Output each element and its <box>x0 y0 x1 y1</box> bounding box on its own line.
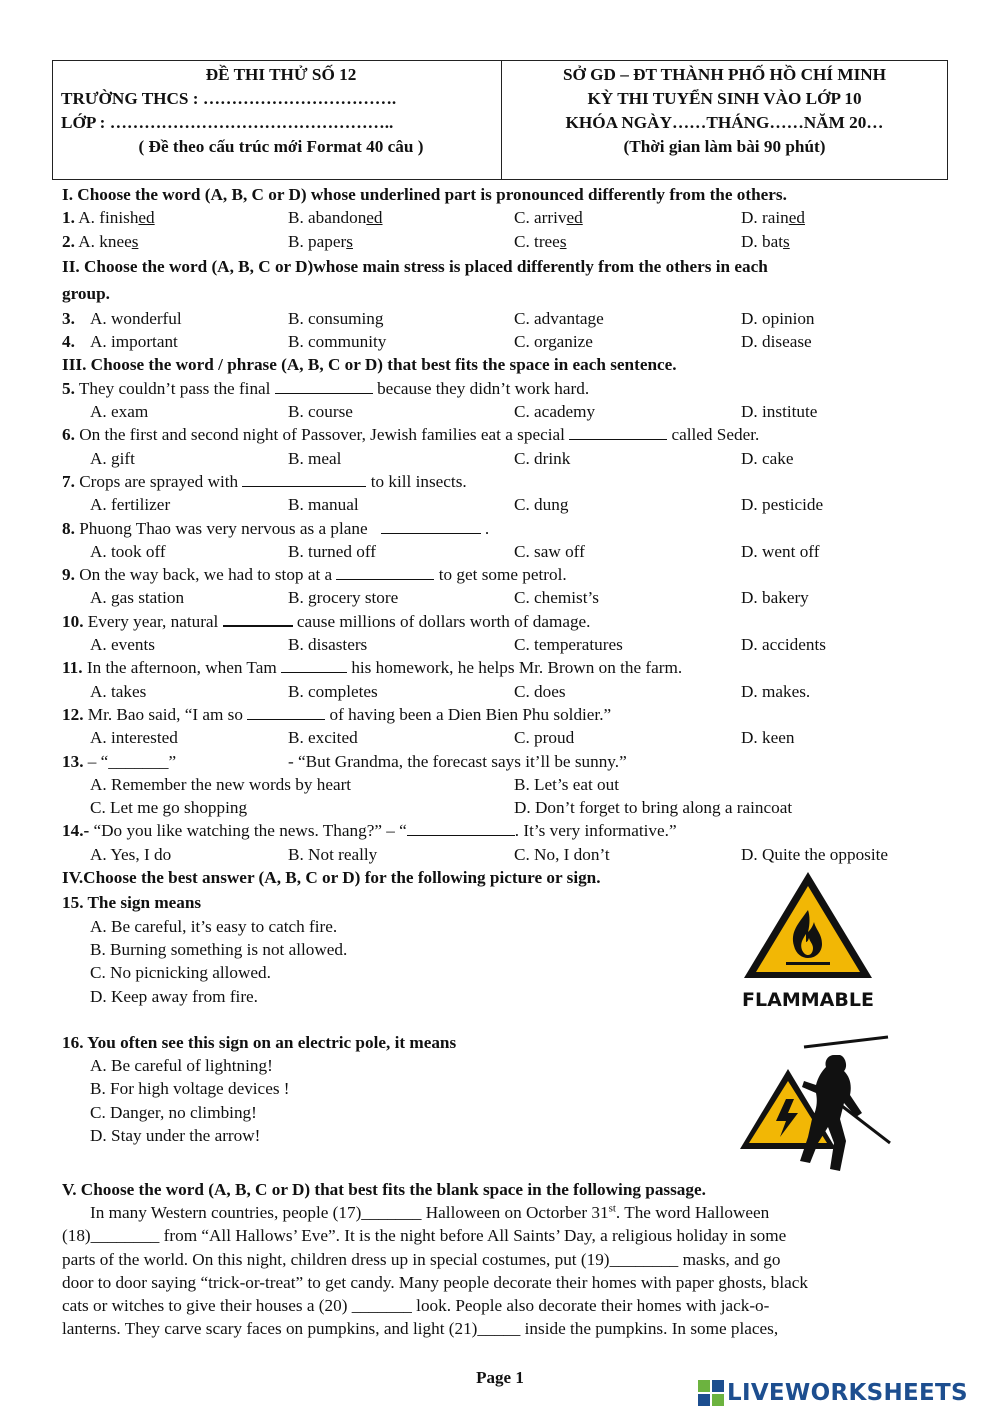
option-b[interactable]: B. grocery store <box>288 588 399 608</box>
option-b[interactable]: B. community <box>288 332 387 352</box>
passage-line-3: parts of the world. On this night, children dress up in special costumes, put (19)________ masks, and go <box>62 1249 781 1269</box>
option-d[interactable]: D. institute <box>741 402 818 422</box>
option-c[interactable]: C. organize <box>514 332 593 352</box>
answer-blank[interactable] <box>281 657 347 673</box>
section-2-heading: II. Choose the word (A, B, C or D)whose main stress is placed differently from the others in each <box>62 256 768 276</box>
question-10-stem: 10. Every year, natural cause millions of dollars worth of damage. <box>62 611 591 631</box>
option-a[interactable]: A. Be careful, it’s easy to catch fire. <box>90 916 338 936</box>
question-6-stem: 6. On the first and second night of Passover, Jewish families eat a special called Seder. <box>62 425 760 445</box>
answer-blank[interactable] <box>336 564 434 580</box>
option-d[interactable]: D. Don’t forget to bring along a raincoat <box>514 798 793 818</box>
passage-line-4: door to door saying “trick-or-treat” to get candy. Many people decorate their homes with paper ghosts, black <box>62 1272 808 1292</box>
section-5-heading: V. Choose the word (A, B, C or D) that best fits the blank space in the following passage. <box>62 1180 706 1199</box>
option-b[interactable]: B. Let’s eat out <box>514 774 620 794</box>
option-d[interactable]: D. bats <box>741 231 790 251</box>
question-5-options <box>62 400 942 423</box>
question-11-options <box>62 680 942 703</box>
question-1 <box>62 206 942 229</box>
section-4-heading: IV.Choose the best answer (A, B, C or D) for the following picture or sign. <box>62 868 601 888</box>
exam-date: KHÓA NGÀY……THÁNG……NĂM 20… <box>565 113 884 132</box>
option-d[interactable]: D. opinion <box>741 308 815 328</box>
option-d[interactable]: D. Quite the opposite <box>741 844 889 864</box>
question-9-stem: 9. On the way back, we had to stop at a to get some petrol. <box>62 565 567 585</box>
question-4 <box>62 330 942 353</box>
department-name: SỞ GD – ĐT THÀNH PHỐ HỒ CHÍ MINH <box>562 65 887 84</box>
option-d[interactable]: D. keen <box>741 728 795 748</box>
option-b[interactable]: B. turned off <box>288 541 376 561</box>
question-number: 2. <box>62 231 75 251</box>
option-c[interactable]: C. dung <box>514 495 569 515</box>
exam-name: KỲ THI TUYỂN SINH VÀO LỚP 10 <box>587 89 862 108</box>
option-a[interactable]: A. takes <box>90 681 147 701</box>
high-voltage-sign <box>738 1033 894 1183</box>
question-8-options <box>62 540 942 563</box>
passage-line-5: cats or witches to give their houses a (20) _______ look. People also decorate their homes with jack-o- <box>62 1296 770 1316</box>
passage-line-6: lanterns. They carve scary faces on pumpkins, and light (21)_____ inside the pumpkins. In some places, <box>62 1319 779 1339</box>
option-a[interactable]: A. finished <box>78 208 155 228</box>
option-b[interactable]: B. papers <box>288 231 353 251</box>
option-c[interactable]: C. Let me go shopping <box>90 798 248 818</box>
brand-name: LIVEWORKSHEETS <box>727 1380 968 1406</box>
question-2 <box>62 230 942 253</box>
option-d[interactable]: D. cake <box>741 448 794 468</box>
option-c[interactable]: C. Danger, no climbing! <box>90 1102 257 1122</box>
time-limit: (Thời gian làm bài 90 phút) <box>623 137 826 156</box>
question-7-options <box>62 493 942 516</box>
format-note: ( Đề theo cấu trúc mới Format 40 câu ) <box>138 137 424 156</box>
answer-blank[interactable] <box>247 704 325 720</box>
option-c[interactable]: C. proud <box>514 728 575 748</box>
answer-blank[interactable] <box>407 820 515 836</box>
sign-label: FLAMMABLE <box>742 989 874 1011</box>
question-8-stem: 8. Phuong Thao was very nervous as a plane . <box>62 518 490 538</box>
option-b[interactable]: B. disasters <box>288 635 368 655</box>
header-left <box>53 61 502 179</box>
option-a[interactable]: A. fertilizer <box>90 495 171 515</box>
option-a[interactable]: A. interested <box>90 728 178 748</box>
school-field: TRƯỜNG THCS : ……………………………. <box>61 89 397 108</box>
option-a[interactable]: A. Remember the new words by heart <box>90 774 352 794</box>
exam-title: ĐỀ THI THỬ SỐ 12 <box>205 65 357 84</box>
flammable-warning-icon <box>740 868 876 1018</box>
question-6-options <box>62 447 942 470</box>
option-c[interactable]: C. saw off <box>514 541 585 561</box>
option-c[interactable]: C. drink <box>514 448 571 468</box>
question-number: 1. <box>62 208 75 228</box>
question-3 <box>62 307 942 330</box>
option-c[interactable]: C. No picnicking allowed. <box>90 963 271 983</box>
question-11-stem: 11. In the afternoon, when Tam his homework, he helps Mr. Brown on the farm. <box>62 658 683 678</box>
option-d[interactable]: D. accidents <box>741 635 826 655</box>
option-a[interactable]: A. knees <box>78 231 139 251</box>
option-d[interactable]: D. Stay under the arrow! <box>90 1125 261 1145</box>
liveworksheets-logo-icon <box>698 1380 724 1406</box>
question-9-options <box>62 586 942 609</box>
option-c[interactable]: C. does <box>514 681 566 701</box>
question-12-options <box>62 726 942 749</box>
question-12-stem: 12. Mr. Bao said, “I am so of having been a Dien Bien Phu soldier.” <box>62 704 612 724</box>
question-15-title: 15. The sign means <box>62 893 202 913</box>
option-d[interactable]: D. Keep away from fire. <box>90 986 258 1006</box>
section-1-heading: I. Choose the word (A, B, C or D) whose underlined part is pronounced differently from the others. <box>62 185 787 204</box>
option-c[interactable]: C. arrived <box>514 208 583 228</box>
flammable-sign <box>740 868 876 1018</box>
answer-blank[interactable] <box>242 471 366 487</box>
option-c[interactable]: C. chemist’s <box>514 588 599 608</box>
option-b[interactable]: B. completes <box>288 681 378 701</box>
option-b[interactable]: B. manual <box>288 495 359 515</box>
option-d[interactable]: D. disease <box>741 332 812 352</box>
option-c[interactable]: C. temperatures <box>514 635 623 655</box>
option-a[interactable]: A. wonderful <box>90 308 182 328</box>
liveworksheets-logo <box>698 1378 968 1408</box>
question-13-options-row-1 <box>62 773 942 796</box>
option-a[interactable]: A. gift <box>90 448 135 468</box>
option-d[interactable]: D. went off <box>741 541 820 561</box>
option-c[interactable]: C. academy <box>514 402 596 422</box>
passage-line-2: (18)________ from “All Hallows’ Eve”. It is the night before All Saints’ Day, a religious holiday in some <box>62 1226 787 1246</box>
class-field: LỚP : ………………………………………….. <box>61 113 394 132</box>
section-2-heading-cont: group. <box>62 283 110 303</box>
passage-section <box>62 1178 942 1340</box>
option-d[interactable]: D. bakery <box>741 588 809 608</box>
option-b[interactable]: B. consuming <box>288 308 384 328</box>
option-b[interactable]: B. meal <box>288 448 342 468</box>
option-a[interactable]: A. exam <box>90 402 149 422</box>
question-10-options <box>62 633 942 656</box>
option-d[interactable]: D. rained <box>741 208 805 228</box>
question-16-title: 16. You often see this sign on an electric pole, it means <box>62 1032 457 1052</box>
high-voltage-warning-icon <box>738 1033 894 1183</box>
answer-blank[interactable] <box>223 610 293 627</box>
option-b[interactable]: B. For high voltage devices ! <box>90 1079 290 1099</box>
option-b[interactable]: B. abandoned <box>288 208 383 228</box>
option-b[interactable]: B. Not really <box>288 844 378 864</box>
answer-blank[interactable] <box>381 518 481 534</box>
question-5-stem: 5. They couldn’t pass the final because they didn’t work hard. <box>62 378 590 398</box>
header-right <box>502 61 947 179</box>
option-c[interactable]: C. No, I don’t <box>514 844 610 864</box>
question-number: 3. <box>62 308 75 328</box>
page-number: Page 1 <box>476 1368 524 1387</box>
option-a[interactable]: A. Be careful of lightning! <box>90 1056 273 1076</box>
question-14-options <box>62 843 942 866</box>
option-b[interactable]: B. course <box>288 402 353 422</box>
option-c[interactable]: C. advantage <box>514 308 604 328</box>
passage-line-1: In many Western countries, people (17)_______ Halloween on Octorber 31st. The word Halloween <box>90 1202 770 1223</box>
answer-blank[interactable] <box>275 378 373 394</box>
question-7-stem: 7. Crops are sprayed with to kill insects. <box>62 471 467 491</box>
option-b[interactable]: B. Burning something is not allowed. <box>90 939 348 959</box>
option-a[interactable]: A. events <box>90 635 155 655</box>
header-table <box>52 60 948 180</box>
option-c[interactable]: C. trees <box>514 231 567 251</box>
option-a[interactable]: A. gas station <box>90 588 185 608</box>
option-d[interactable]: D. pesticide <box>741 495 824 515</box>
section-3-heading: III. Choose the word / phrase (A, B, C or D) that best fits the space in each sentence. <box>62 355 677 375</box>
question-13-stem: 13. – “_______” - “But Grandma, the forecast says it’ll be sunny.” <box>62 751 627 771</box>
question-number: 4. <box>62 332 75 352</box>
option-d[interactable]: D. makes. <box>741 681 811 701</box>
answer-blank[interactable] <box>569 424 667 440</box>
option-a[interactable]: A. took off <box>90 541 166 561</box>
question-13-options-row-2 <box>62 796 942 819</box>
option-b[interactable]: B. excited <box>288 728 358 748</box>
option-a[interactable]: A. Yes, I do <box>90 844 172 864</box>
question-14-stem: 14.- “Do you like watching the news. Thang?” – “ . It’s very informative.” <box>62 821 677 841</box>
option-a[interactable]: A. important <box>90 332 178 352</box>
